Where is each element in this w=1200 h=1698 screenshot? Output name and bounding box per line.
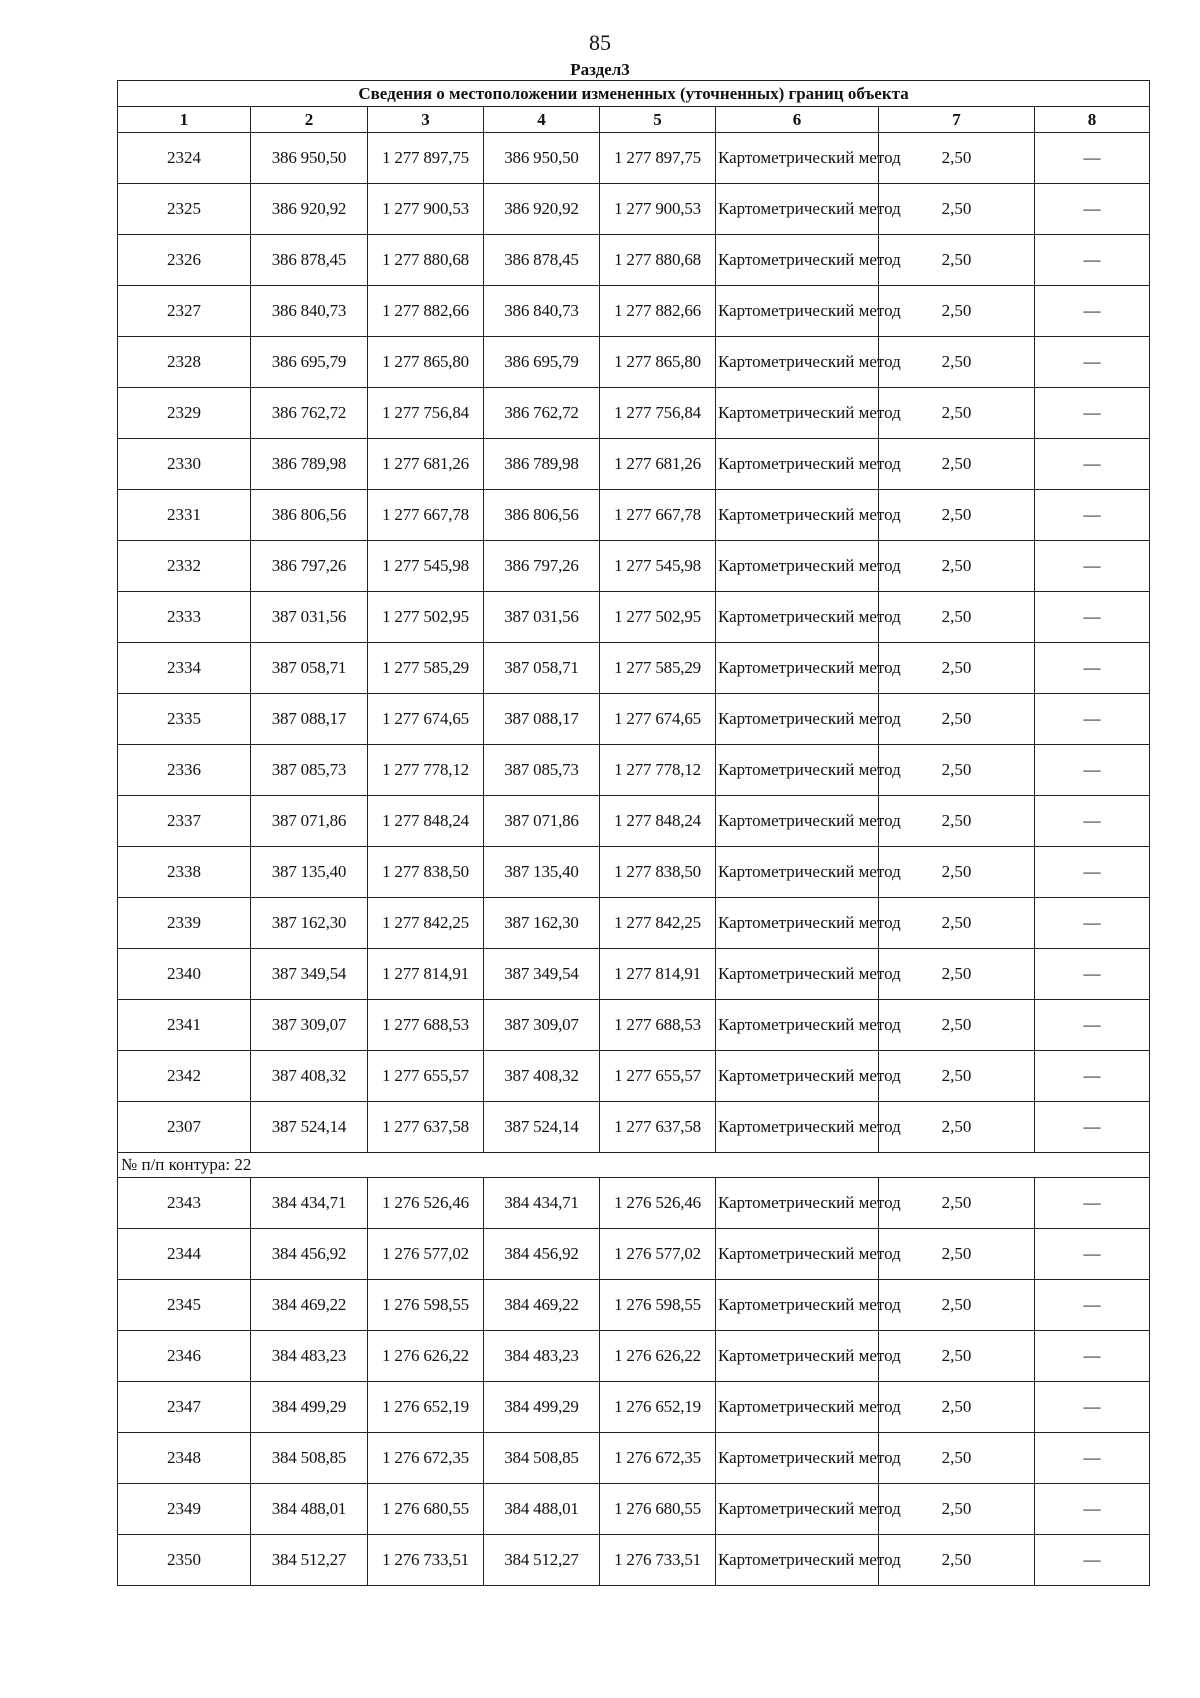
x-coordinate-new-cell: 384 512,27 [484, 1535, 600, 1586]
contour-row [118, 1153, 1150, 1178]
description-cell: — [1035, 235, 1150, 286]
point-number-cell: 2349 [118, 1484, 251, 1535]
y-coordinate-cell: 1 277 688,53 [368, 1000, 484, 1051]
accuracy-cell: 2,50 [879, 184, 1035, 235]
point-number-cell: 2344 [118, 1229, 251, 1280]
x-coordinate-cell: 387 309,07 [251, 1000, 368, 1051]
x-coordinate-new-cell: 387 085,73 [484, 745, 600, 796]
point-number-cell: 2348 [118, 1433, 251, 1484]
description-cell: — [1035, 1382, 1150, 1433]
description-cell: — [1035, 184, 1150, 235]
section-title: Раздел3 [570, 60, 630, 79]
table-row [118, 847, 1150, 898]
method-cell: Картометрический метод [716, 1382, 879, 1433]
accuracy-cell: 2,50 [879, 1331, 1035, 1382]
description-cell: — [1035, 388, 1150, 439]
y-coordinate-cell: 1 277 655,57 [368, 1051, 484, 1102]
table-row [118, 388, 1150, 439]
method-cell: Картометрический метод [716, 388, 879, 439]
x-coordinate-cell: 384 512,27 [251, 1535, 368, 1586]
x-coordinate-new-cell: 386 762,72 [484, 388, 600, 439]
table-row [118, 796, 1150, 847]
x-coordinate-new-cell: 384 488,01 [484, 1484, 600, 1535]
y-coordinate-new-cell: 1 277 655,57 [600, 1051, 716, 1102]
x-coordinate-cell: 387 031,56 [251, 592, 368, 643]
y-coordinate-cell: 1 277 667,78 [368, 490, 484, 541]
table-row [118, 1535, 1150, 1586]
y-coordinate-new-cell: 1 277 674,65 [600, 694, 716, 745]
x-coordinate-new-cell: 384 483,23 [484, 1331, 600, 1382]
y-coordinate-new-cell: 1 277 502,95 [600, 592, 716, 643]
description-cell: — [1035, 133, 1150, 184]
accuracy-cell: 2,50 [879, 286, 1035, 337]
description-cell: — [1035, 592, 1150, 643]
y-coordinate-new-cell: 1 277 681,26 [600, 439, 716, 490]
x-coordinate-cell: 384 508,85 [251, 1433, 368, 1484]
method-cell: Картометрический метод [716, 1331, 879, 1382]
method-cell: Картометрический метод [716, 898, 879, 949]
y-coordinate-cell: 1 277 897,75 [368, 133, 484, 184]
table-row [118, 1051, 1150, 1102]
point-number-cell: 2341 [118, 1000, 251, 1051]
table-row [118, 490, 1150, 541]
x-coordinate-new-cell: 384 508,85 [484, 1433, 600, 1484]
table-row [118, 745, 1150, 796]
y-coordinate-new-cell: 1 277 667,78 [600, 490, 716, 541]
y-coordinate-cell: 1 277 545,98 [368, 541, 484, 592]
accuracy-cell: 2,50 [879, 949, 1035, 1000]
method-cell: Картометрический метод [716, 643, 879, 694]
y-coordinate-cell: 1 277 842,25 [368, 898, 484, 949]
y-coordinate-cell: 1 277 848,24 [368, 796, 484, 847]
table-row [118, 1000, 1150, 1051]
description-cell: — [1035, 439, 1150, 490]
point-number-cell: 2335 [118, 694, 251, 745]
description-cell: — [1035, 1433, 1150, 1484]
table-row [118, 1280, 1150, 1331]
page-number: 85 [589, 30, 611, 55]
description-cell: — [1035, 643, 1150, 694]
accuracy-cell: 2,50 [879, 898, 1035, 949]
point-number-cell: 2342 [118, 1051, 251, 1102]
point-number-cell: 2340 [118, 949, 251, 1000]
point-number-cell: 2346 [118, 1331, 251, 1382]
accuracy-cell: 2,50 [879, 745, 1035, 796]
x-coordinate-new-cell: 387 088,17 [484, 694, 600, 745]
point-number-cell: 2347 [118, 1382, 251, 1433]
method-cell: Картометрический метод [716, 286, 879, 337]
method-cell: Картометрический метод [716, 592, 879, 643]
table-row [118, 286, 1150, 337]
table-row [118, 1331, 1150, 1382]
y-coordinate-cell: 1 277 502,95 [368, 592, 484, 643]
column-number: 2 [251, 107, 368, 133]
x-coordinate-new-cell: 386 920,92 [484, 184, 600, 235]
description-cell: — [1035, 286, 1150, 337]
table-row [118, 541, 1150, 592]
table-body [118, 133, 1150, 1586]
description-cell: — [1035, 541, 1150, 592]
description-cell: — [1035, 1051, 1150, 1102]
point-number-cell: 2332 [118, 541, 251, 592]
y-coordinate-cell: 1 277 900,53 [368, 184, 484, 235]
y-coordinate-new-cell: 1 277 688,53 [600, 1000, 716, 1051]
y-coordinate-cell: 1 277 585,29 [368, 643, 484, 694]
point-number-cell: 2336 [118, 745, 251, 796]
description-cell: — [1035, 1229, 1150, 1280]
description-cell: — [1035, 490, 1150, 541]
method-cell: Картометрический метод [716, 1280, 879, 1331]
method-cell: Картометрический метод [716, 439, 879, 490]
table-row [118, 133, 1150, 184]
x-coordinate-cell: 387 162,30 [251, 898, 368, 949]
y-coordinate-cell: 1 276 598,55 [368, 1280, 484, 1331]
description-cell: — [1035, 694, 1150, 745]
table-row [118, 1382, 1150, 1433]
point-number-cell: 2324 [118, 133, 251, 184]
y-coordinate-new-cell: 1 277 842,25 [600, 898, 716, 949]
x-coordinate-cell: 384 488,01 [251, 1484, 368, 1535]
method-cell: Картометрический метод [716, 1433, 879, 1484]
x-coordinate-cell: 386 695,79 [251, 337, 368, 388]
method-cell: Картометрический метод [716, 490, 879, 541]
x-coordinate-new-cell: 387 349,54 [484, 949, 600, 1000]
x-coordinate-new-cell: 384 499,29 [484, 1382, 600, 1433]
method-cell: Картометрический метод [716, 337, 879, 388]
x-coordinate-new-cell: 386 950,50 [484, 133, 600, 184]
accuracy-cell: 2,50 [879, 643, 1035, 694]
x-coordinate-cell: 386 789,98 [251, 439, 368, 490]
x-coordinate-new-cell: 386 695,79 [484, 337, 600, 388]
x-coordinate-cell: 387 524,14 [251, 1102, 368, 1153]
table-row [118, 235, 1150, 286]
x-coordinate-cell: 384 434,71 [251, 1178, 368, 1229]
x-coordinate-new-cell: 387 408,32 [484, 1051, 600, 1102]
column-number: 3 [368, 107, 484, 133]
x-coordinate-cell: 386 920,92 [251, 184, 368, 235]
accuracy-cell: 2,50 [879, 1178, 1035, 1229]
y-coordinate-cell: 1 277 880,68 [368, 235, 484, 286]
y-coordinate-new-cell: 1 277 865,80 [600, 337, 716, 388]
accuracy-cell: 2,50 [879, 592, 1035, 643]
description-cell: — [1035, 1484, 1150, 1535]
y-coordinate-new-cell: 1 277 756,84 [600, 388, 716, 439]
x-coordinate-new-cell: 384 469,22 [484, 1280, 600, 1331]
x-coordinate-cell: 386 806,56 [251, 490, 368, 541]
point-number-cell: 2338 [118, 847, 251, 898]
x-coordinate-cell: 387 088,17 [251, 694, 368, 745]
y-coordinate-new-cell: 1 276 733,51 [600, 1535, 716, 1586]
x-coordinate-cell: 386 840,73 [251, 286, 368, 337]
table-row [118, 1229, 1150, 1280]
x-coordinate-cell: 387 085,73 [251, 745, 368, 796]
accuracy-cell: 2,50 [879, 1229, 1035, 1280]
y-coordinate-cell: 1 277 865,80 [368, 337, 484, 388]
column-number: 6 [716, 107, 879, 133]
accuracy-cell: 2,50 [879, 1102, 1035, 1153]
y-coordinate-new-cell: 1 277 585,29 [600, 643, 716, 694]
table-row [118, 1102, 1150, 1153]
method-cell: Картометрический метод [716, 1484, 879, 1535]
column-number-row [118, 107, 1150, 133]
x-coordinate-cell: 387 135,40 [251, 847, 368, 898]
x-coordinate-new-cell: 387 058,71 [484, 643, 600, 694]
y-coordinate-new-cell: 1 277 778,12 [600, 745, 716, 796]
description-cell: — [1035, 796, 1150, 847]
accuracy-cell: 2,50 [879, 1382, 1035, 1433]
x-coordinate-cell: 386 950,50 [251, 133, 368, 184]
x-coordinate-new-cell: 387 135,40 [484, 847, 600, 898]
point-number-cell: 2350 [118, 1535, 251, 1586]
x-coordinate-new-cell: 386 789,98 [484, 439, 600, 490]
x-coordinate-new-cell: 384 456,92 [484, 1229, 600, 1280]
y-coordinate-cell: 1 276 626,22 [368, 1331, 484, 1382]
method-cell: Картометрический метод [716, 1000, 879, 1051]
description-cell: — [1035, 337, 1150, 388]
method-cell: Картометрический метод [716, 745, 879, 796]
y-coordinate-cell: 1 276 672,35 [368, 1433, 484, 1484]
point-number-cell: 2339 [118, 898, 251, 949]
description-cell: — [1035, 1280, 1150, 1331]
point-number-cell: 2337 [118, 796, 251, 847]
y-coordinate-cell: 1 276 733,51 [368, 1535, 484, 1586]
column-number: 5 [600, 107, 716, 133]
accuracy-cell: 2,50 [879, 694, 1035, 745]
y-coordinate-cell: 1 276 577,02 [368, 1229, 484, 1280]
x-coordinate-cell: 387 058,71 [251, 643, 368, 694]
x-coordinate-cell: 387 349,54 [251, 949, 368, 1000]
column-number: 1 [118, 107, 251, 133]
column-number: 4 [484, 107, 600, 133]
table-row [118, 694, 1150, 745]
description-cell: — [1035, 1000, 1150, 1051]
x-coordinate-cell: 386 762,72 [251, 388, 368, 439]
point-number-cell: 2331 [118, 490, 251, 541]
table-row [118, 949, 1150, 1000]
x-coordinate-new-cell: 387 031,56 [484, 592, 600, 643]
point-number-cell: 2327 [118, 286, 251, 337]
x-coordinate-new-cell: 387 162,30 [484, 898, 600, 949]
accuracy-cell: 2,50 [879, 1433, 1035, 1484]
description-cell: — [1035, 1102, 1150, 1153]
y-coordinate-cell: 1 277 637,58 [368, 1102, 484, 1153]
table-row [118, 1433, 1150, 1484]
accuracy-cell: 2,50 [879, 1535, 1035, 1586]
method-cell: Картометрический метод [716, 1051, 879, 1102]
y-coordinate-new-cell: 1 276 680,55 [600, 1484, 716, 1535]
y-coordinate-new-cell: 1 276 526,46 [600, 1178, 716, 1229]
column-number: 8 [1035, 107, 1150, 133]
description-cell: — [1035, 1535, 1150, 1586]
y-coordinate-new-cell: 1 277 900,53 [600, 184, 716, 235]
method-cell: Картометрический метод [716, 796, 879, 847]
y-coordinate-cell: 1 277 882,66 [368, 286, 484, 337]
y-coordinate-new-cell: 1 276 626,22 [600, 1331, 716, 1382]
method-cell: Картометрический метод [716, 184, 879, 235]
table-row [118, 643, 1150, 694]
column-number: 7 [879, 107, 1035, 133]
accuracy-cell: 2,50 [879, 337, 1035, 388]
x-coordinate-new-cell: 384 434,71 [484, 1178, 600, 1229]
x-coordinate-new-cell: 387 071,86 [484, 796, 600, 847]
coordinates-table [117, 80, 1150, 1586]
x-coordinate-cell: 384 456,92 [251, 1229, 368, 1280]
y-coordinate-new-cell: 1 277 545,98 [600, 541, 716, 592]
method-cell: Картометрический метод [716, 1178, 879, 1229]
x-coordinate-cell: 384 483,23 [251, 1331, 368, 1382]
x-coordinate-cell: 386 797,26 [251, 541, 368, 592]
y-coordinate-new-cell: 1 277 882,66 [600, 286, 716, 337]
x-coordinate-cell: 387 408,32 [251, 1051, 368, 1102]
method-cell: Картометрический метод [716, 1535, 879, 1586]
method-cell: Картометрический метод [716, 949, 879, 1000]
point-number-cell: 2329 [118, 388, 251, 439]
y-coordinate-new-cell: 1 277 838,50 [600, 847, 716, 898]
accuracy-cell: 2,50 [879, 388, 1035, 439]
x-coordinate-new-cell: 387 524,14 [484, 1102, 600, 1153]
y-coordinate-new-cell: 1 277 848,24 [600, 796, 716, 847]
y-coordinate-new-cell: 1 277 880,68 [600, 235, 716, 286]
method-cell: Картометрический метод [716, 1229, 879, 1280]
x-coordinate-new-cell: 387 309,07 [484, 1000, 600, 1051]
table-row [118, 337, 1150, 388]
y-coordinate-new-cell: 1 277 814,91 [600, 949, 716, 1000]
method-cell: Картометрический метод [716, 133, 879, 184]
point-number-cell: 2334 [118, 643, 251, 694]
table-row [118, 898, 1150, 949]
x-coordinate-new-cell: 386 878,45 [484, 235, 600, 286]
y-coordinate-cell: 1 276 680,55 [368, 1484, 484, 1535]
x-coordinate-cell: 384 469,22 [251, 1280, 368, 1331]
accuracy-cell: 2,50 [879, 1000, 1035, 1051]
description-cell: — [1035, 898, 1150, 949]
accuracy-cell: 2,50 [879, 541, 1035, 592]
point-number-cell: 2330 [118, 439, 251, 490]
table-row [118, 184, 1150, 235]
description-cell: — [1035, 847, 1150, 898]
accuracy-cell: 2,50 [879, 796, 1035, 847]
y-coordinate-cell: 1 277 814,91 [368, 949, 484, 1000]
description-cell: — [1035, 745, 1150, 796]
contour-label: № п/п контура: 22 [118, 1153, 1150, 1178]
x-coordinate-new-cell: 386 840,73 [484, 286, 600, 337]
method-cell: Картометрический метод [716, 541, 879, 592]
accuracy-cell: 2,50 [879, 133, 1035, 184]
y-coordinate-new-cell: 1 276 672,35 [600, 1433, 716, 1484]
accuracy-cell: 2,50 [879, 1280, 1035, 1331]
point-number-cell: 2333 [118, 592, 251, 643]
accuracy-cell: 2,50 [879, 1051, 1035, 1102]
y-coordinate-new-cell: 1 276 598,55 [600, 1280, 716, 1331]
table-row [118, 1484, 1150, 1535]
y-coordinate-new-cell: 1 276 577,02 [600, 1229, 716, 1280]
table-title: Сведения о местоположении измененных (уточненных) границ объекта [118, 81, 1150, 107]
y-coordinate-cell: 1 277 756,84 [368, 388, 484, 439]
x-coordinate-cell: 386 878,45 [251, 235, 368, 286]
accuracy-cell: 2,50 [879, 1484, 1035, 1535]
method-cell: Картометрический метод [716, 235, 879, 286]
y-coordinate-cell: 1 277 778,12 [368, 745, 484, 796]
y-coordinate-cell: 1 277 681,26 [368, 439, 484, 490]
table-row [118, 439, 1150, 490]
x-coordinate-new-cell: 386 806,56 [484, 490, 600, 541]
y-coordinate-new-cell: 1 276 652,19 [600, 1382, 716, 1433]
point-number-cell: 2325 [118, 184, 251, 235]
description-cell: — [1035, 1331, 1150, 1382]
table-row [118, 592, 1150, 643]
accuracy-cell: 2,50 [879, 490, 1035, 541]
y-coordinate-cell: 1 277 838,50 [368, 847, 484, 898]
y-coordinate-cell: 1 276 526,46 [368, 1178, 484, 1229]
y-coordinate-new-cell: 1 277 897,75 [600, 133, 716, 184]
point-number-cell: 2328 [118, 337, 251, 388]
accuracy-cell: 2,50 [879, 439, 1035, 490]
point-number-cell: 2343 [118, 1178, 251, 1229]
point-number-cell: 2345 [118, 1280, 251, 1331]
y-coordinate-cell: 1 276 652,19 [368, 1382, 484, 1433]
x-coordinate-cell: 384 499,29 [251, 1382, 368, 1433]
method-cell: Картометрический метод [716, 694, 879, 745]
description-cell: — [1035, 949, 1150, 1000]
method-cell: Картометрический метод [716, 1102, 879, 1153]
y-coordinate-cell: 1 277 674,65 [368, 694, 484, 745]
table-row [118, 1178, 1150, 1229]
accuracy-cell: 2,50 [879, 235, 1035, 286]
description-cell: — [1035, 1178, 1150, 1229]
y-coordinate-new-cell: 1 277 637,58 [600, 1102, 716, 1153]
accuracy-cell: 2,50 [879, 847, 1035, 898]
method-cell: Картометрический метод [716, 847, 879, 898]
point-number-cell: 2307 [118, 1102, 251, 1153]
x-coordinate-cell: 387 071,86 [251, 796, 368, 847]
x-coordinate-new-cell: 386 797,26 [484, 541, 600, 592]
point-number-cell: 2326 [118, 235, 251, 286]
